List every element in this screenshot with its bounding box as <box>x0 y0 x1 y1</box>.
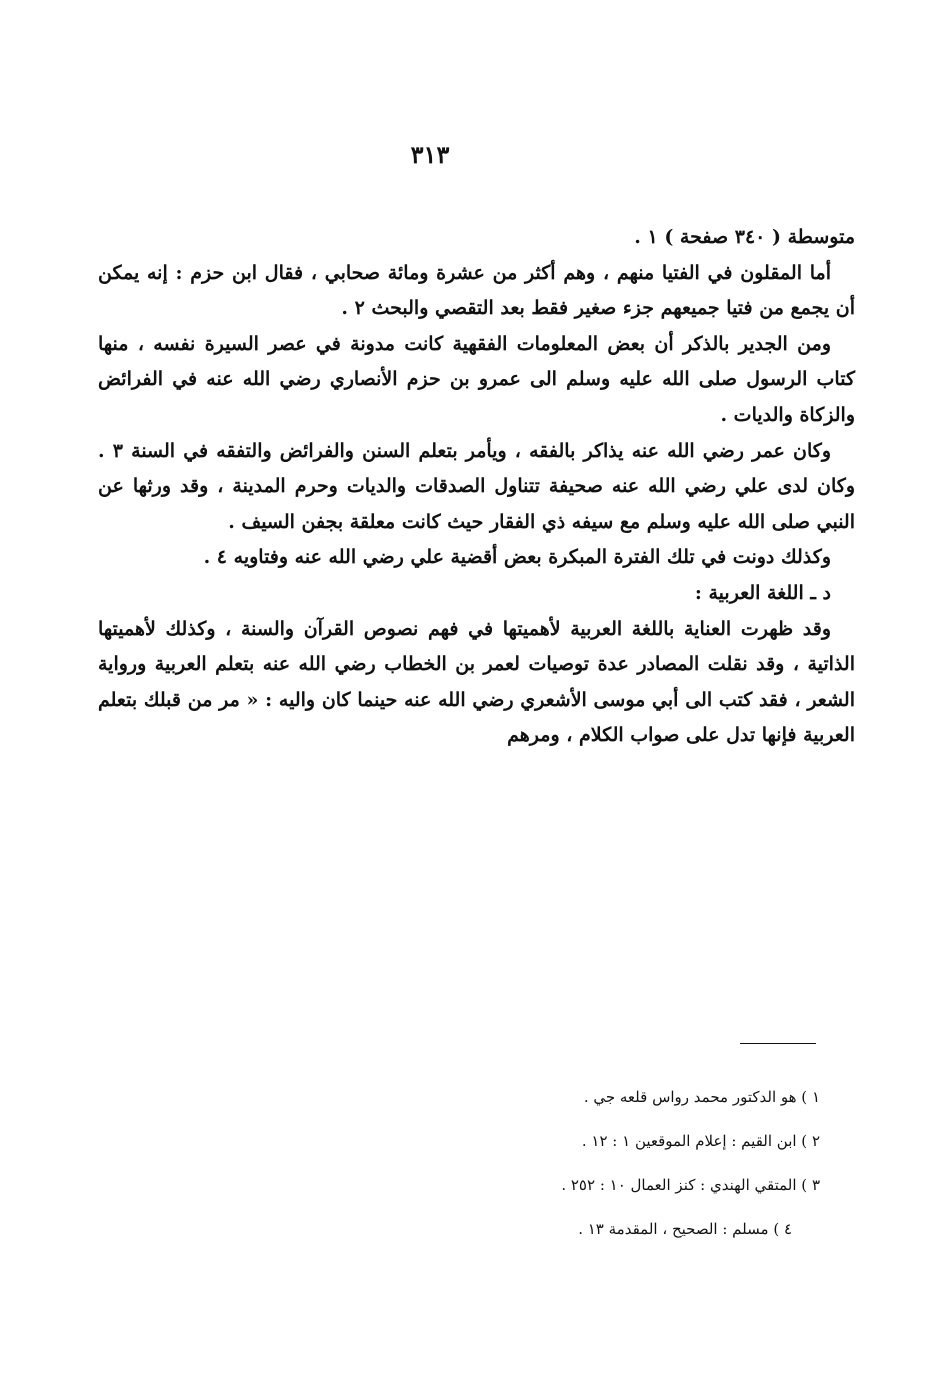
paragraph: وكان عمر رضي الله عنه يذاكر بالفقه ، ويأمر بتعلم السنن والفرائض والتفقه في السنة ٣ . وكان لدى علي رضي الله عنه صحيفة تتناول الصدقات والديات وحرم المدينة ، وقد ورثها عن النبي صلى الله عليه وسلم مع سيفه ذي الفقار حيث كانت معلقة بجفن السيف . <box>98 439 855 533</box>
footnote: ٣ ) المتقي الهندي : كنز العمال ١٠ : ٢٥٢ . <box>561 1176 820 1194</box>
paragraph: ومن الجدير بالذكر أن بعض المعلومات الفقهية كانت مدونة في عصر السيرة نفسه ، منها كتاب الرسول صلى الله عليه وسلم الى عمرو بن حزم الأنصاري رضي الله عنه في الفرائض والزكاة والديات . <box>98 332 855 426</box>
paragraph: أما المقلون في الفتيا منهم ، وهم أكثر من عشرة ومائة صحابي ، فقال ابن حزم : إنه يمكن أن يجمع من فتيا جميعهم جزء صغير فقط بعد التقصي والبحث ٢ . <box>98 261 855 320</box>
footnote: ٢ ) ابن القيم : إعلام الموقعين ١ : ١٢ . <box>581 1132 820 1150</box>
page-number: ٣١٣ <box>410 140 450 169</box>
section-heading: د ـ اللغة العربية : <box>694 581 831 604</box>
main-text <box>98 220 855 754</box>
footnotes <box>380 1075 820 1251</box>
paragraph: وكذلك دونت في تلك الفترة المبكرة بعض أقضية علي رضي الله عنه وفتاويه ٤ . <box>203 546 831 569</box>
paragraph: وقد ظهرت العناية باللغة العربية لأهميتها في فهم نصوص القرآن والسنة ، وكذلك لأهميتها الذاتية ، وقد نقلت المصادر عدة توصيات لعمر بن الخطاب رضي الله عنه بتعلم العربية ورواية الشعر ، فقد كتب الى أبي موسى الأشعري رضي الله عنه حينما كان واليه : « مر من قبلك بتعلم العربية فإنها تدل على صواب الكلام ، ومرهم <box>98 617 855 747</box>
footnote-divider <box>740 1043 816 1044</box>
paragraph: متوسطة ( ٣٤٠ صفحة ) ١ . <box>634 226 855 248</box>
footnote: ٤ ) مسلم : الصحيح ، المقدمة ١٣ . <box>578 1220 792 1238</box>
footnote: ١ ) هو الدكتور محمد رواس قلعه جي . <box>583 1088 820 1106</box>
